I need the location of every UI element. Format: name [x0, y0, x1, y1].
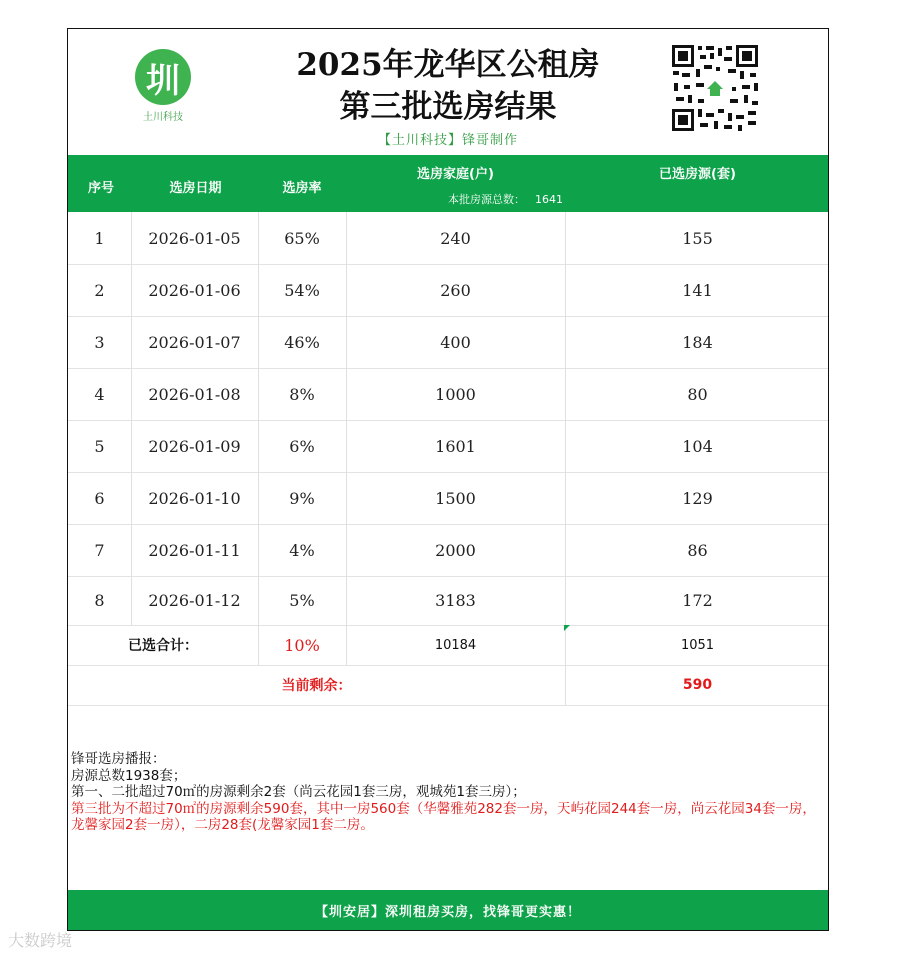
table-row: [68, 316, 828, 369]
row-families: 260: [440, 280, 471, 300]
row-rate: 9%: [289, 488, 315, 508]
row-index: 7: [94, 540, 105, 560]
header-selected: 已选房源(套): [659, 167, 736, 182]
logo-caption: 土川科技: [143, 112, 183, 123]
sum-selected: 1051: [680, 637, 715, 653]
credit-text: 【土川科技】锋哥制作: [377, 133, 518, 148]
qr-code-icon: [670, 43, 760, 133]
sheet-header: [68, 29, 828, 155]
row-date: 2026-01-12: [148, 591, 241, 610]
total-housing-value: 1641: [535, 193, 563, 206]
row-families: 3183: [435, 591, 476, 610]
row-selected: 155: [682, 228, 713, 248]
header-date: 选房日期: [169, 181, 222, 196]
page-title-line1: 2025年龙华区公租房: [296, 47, 600, 83]
row-index: 8: [94, 591, 105, 610]
table-row: [68, 420, 828, 473]
notes-batch12: 第一、二批超过70㎡的房源剩余2套（尚云花园1套三房，观城苑1套三房）；: [71, 784, 526, 800]
table-row: [68, 576, 828, 626]
remain-value: 590: [682, 677, 713, 693]
row-index: 5: [94, 436, 105, 456]
broadcast-notes: [71, 751, 826, 834]
row-index: 1: [94, 228, 105, 248]
row-rate: 8%: [289, 384, 315, 404]
row-families: 1000: [435, 384, 476, 404]
row-date: 2026-01-05: [148, 228, 241, 248]
row-families: 240: [440, 228, 471, 248]
sum-rate: 10%: [284, 635, 320, 655]
table-row: [68, 524, 828, 577]
row-rate: 65%: [284, 228, 320, 248]
header-index: 序号: [87, 181, 114, 196]
notes-batch3: 第三批为不超过70㎡的房源剩余590套，其中一房560套（华馨雅苑282套一房，天屿花园244套一房，尚云花园34套一房，龙馨家园2套一房），二房28套(龙馨家园1套二房。: [71, 800, 816, 833]
row-families: 1601: [435, 436, 476, 456]
row-index: 2: [94, 280, 105, 300]
table-header: [68, 155, 828, 212]
row-selected: 104: [682, 436, 713, 456]
table-row: [68, 472, 828, 525]
row-selected: 141: [682, 280, 713, 300]
row-date: 2026-01-10: [148, 488, 241, 508]
table-row: [68, 368, 828, 421]
row-rate: 5%: [289, 591, 315, 610]
remain-row: [68, 665, 828, 706]
total-housing-label: 本批房源总数：: [448, 193, 525, 206]
column-divider: [131, 212, 132, 625]
row-date: 2026-01-09: [148, 436, 241, 456]
row-index: 3: [94, 332, 105, 352]
sum-label: 已选合计：: [128, 638, 198, 654]
row-selected: 129: [682, 488, 713, 508]
row-index: 6: [94, 488, 105, 508]
notes-total: 房源总数1938套；: [71, 767, 187, 784]
logo-badge: 圳: [135, 49, 191, 105]
sum-row: [68, 625, 828, 666]
row-families: 2000: [435, 540, 476, 560]
row-date: 2026-01-11: [148, 540, 241, 560]
row-date: 2026-01-08: [148, 384, 241, 404]
notes-heading: 锋哥选房播报：: [71, 751, 166, 767]
row-date: 2026-01-07: [148, 332, 241, 352]
table-row: [68, 212, 828, 265]
row-rate: 54%: [284, 280, 320, 300]
result-sheet: [67, 28, 829, 931]
row-date: 2026-01-06: [148, 280, 241, 300]
table-row: [68, 264, 828, 317]
column-divider: [258, 212, 259, 665]
comment-marker-icon: [564, 625, 570, 631]
sum-families: 10184: [434, 637, 477, 653]
row-rate: 4%: [289, 540, 315, 560]
header-families: 选房家庭(户): [417, 167, 494, 182]
row-families: 400: [440, 332, 471, 352]
row-selected: 80: [687, 384, 708, 404]
page-title-line2: 第三批选房结果: [339, 89, 557, 125]
footer-banner: 【圳安居】深圳租房买房，找锋哥更实惠！: [68, 890, 828, 930]
row-selected: 172: [682, 591, 713, 610]
column-divider: [346, 212, 347, 665]
row-rate: 46%: [284, 332, 320, 352]
row-selected: 86: [687, 540, 708, 560]
watermark-text: 大数跨境: [8, 931, 73, 950]
row-rate: 6%: [289, 436, 315, 456]
header-rate: 选房率: [282, 181, 322, 196]
row-index: 4: [94, 384, 105, 404]
total-housing-note: [448, 191, 563, 207]
remain-label: 当前剩余：: [281, 678, 352, 694]
row-families: 1500: [435, 488, 476, 508]
row-selected: 184: [682, 332, 713, 352]
